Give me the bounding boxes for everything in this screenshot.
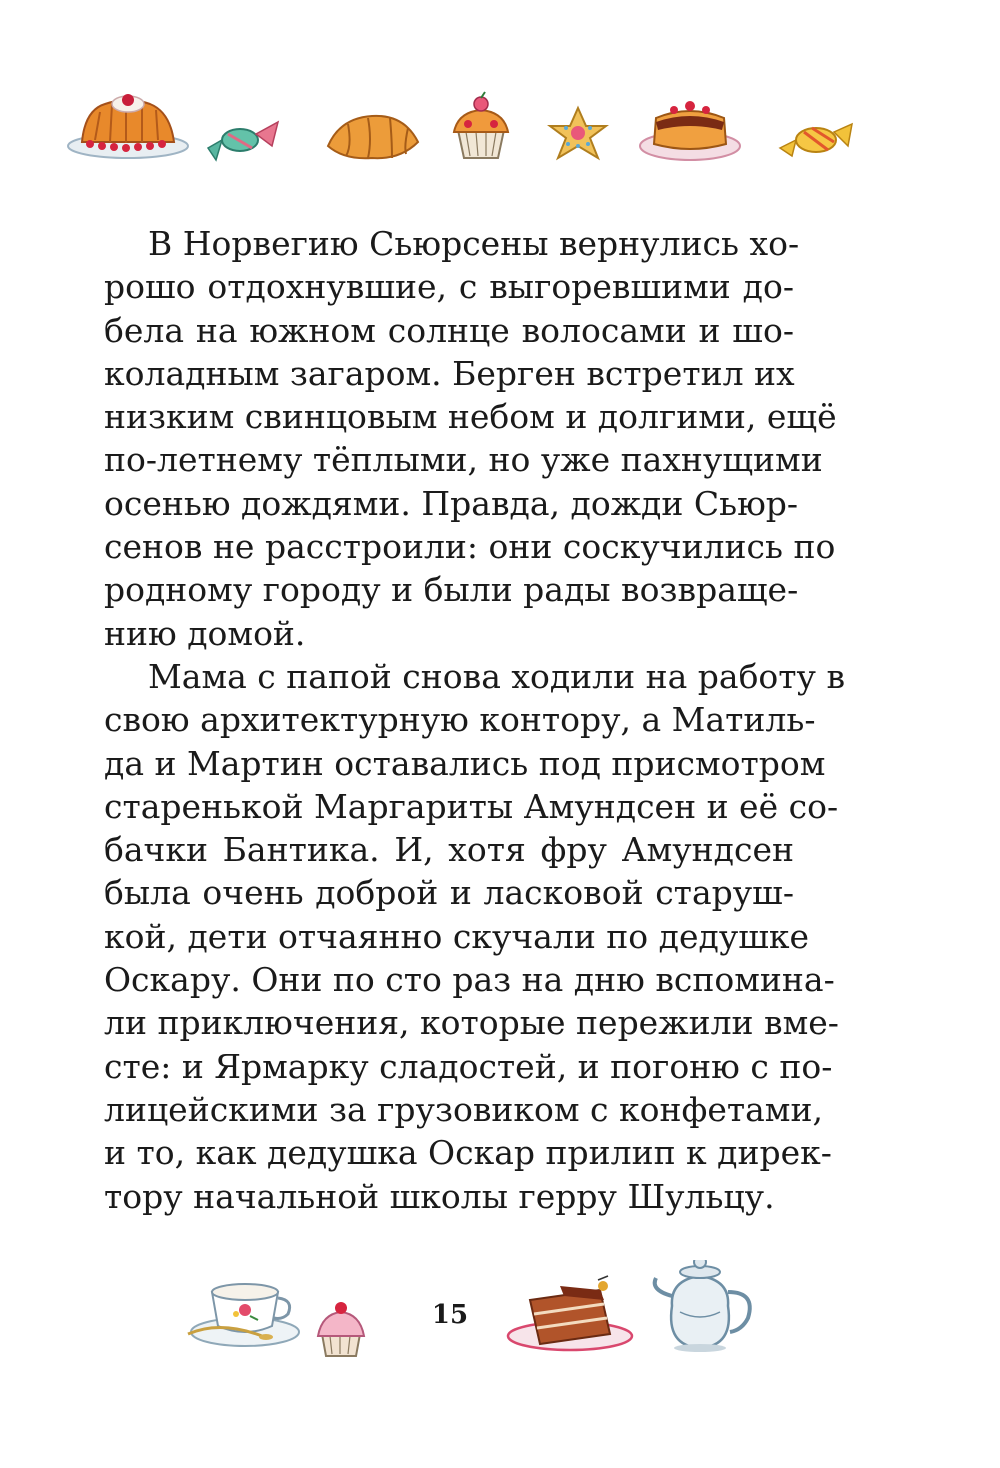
paragraph-1 bbox=[104, 222, 837, 655]
text-line: Оскару. Они по сто раз на дню вспомина- bbox=[104, 960, 835, 1000]
text-line: нию домой. bbox=[104, 613, 306, 653]
cupcake-icon bbox=[454, 92, 508, 158]
bundt-cake-icon bbox=[68, 94, 188, 158]
text-line: сте: и Ярмарку сладостей, и погоню с по- bbox=[104, 1046, 833, 1086]
small-cupcake-icon bbox=[318, 1302, 364, 1356]
text-line: тору начальной школы герру Шульцу. bbox=[104, 1176, 775, 1216]
page-number: 15 bbox=[431, 1300, 469, 1330]
text-line: В Норвегию Сьюрсены вернулись хо- bbox=[148, 224, 800, 263]
croissant-icon bbox=[328, 116, 418, 158]
pudding-cake-icon bbox=[640, 101, 740, 160]
text-line: и то, как дедушка Оскар прилип к дирек- bbox=[104, 1133, 832, 1173]
text-line: Мама с папой снова ходили на работу в bbox=[148, 656, 846, 696]
text-line: по-летнему тёплыми, но уже пахнущими bbox=[104, 440, 823, 480]
text-line: была очень доброй и ласковой старуш- bbox=[104, 873, 794, 913]
teacup-icon bbox=[188, 1284, 299, 1346]
footer-decoration-row bbox=[0, 1260, 1000, 1400]
text-line: кой, дети отчаянно скучали по дедушке bbox=[104, 916, 810, 956]
header-decoration-row bbox=[0, 80, 1000, 190]
text-line: ли приключения, которые пережили вме- bbox=[104, 1003, 839, 1043]
text-line: лицейскими за грузовиком с конфетами, bbox=[104, 1089, 823, 1129]
text-line: рошо отдохнувшие, с выгоревшими до- bbox=[104, 267, 794, 307]
text-line: осенью дождями. Правда, дожди Сьюр- bbox=[104, 483, 799, 523]
text-line: свою архитектурную контору, а Матиль- bbox=[104, 700, 816, 740]
green-candy-icon bbox=[208, 122, 278, 160]
text-line: низким свинцовым небом и долгими, ещё bbox=[104, 397, 837, 437]
paragraph-2 bbox=[104, 655, 846, 1218]
body-text bbox=[104, 222, 846, 1218]
layer-cake-icon bbox=[508, 1276, 632, 1350]
text-line: да и Мартин оставались под присмотром bbox=[104, 743, 826, 783]
teapot-icon bbox=[655, 1260, 750, 1352]
text-line: бачки Бантика. И, хотя фру Амундсен bbox=[104, 830, 794, 870]
text-line: бела на южном солнце волосами и шо- bbox=[104, 310, 794, 350]
star-cookie-icon bbox=[550, 108, 606, 158]
yellow-candy-icon bbox=[780, 124, 852, 156]
text-line: сенов не расстроили: они соскучились по bbox=[104, 527, 836, 567]
text-line: родному городу и были рады возвраще- bbox=[104, 570, 799, 610]
text-line: старенькой Маргариты Амундсен и её со- bbox=[104, 786, 839, 826]
text-line: коладным загаром. Берген встретил их bbox=[104, 353, 795, 393]
